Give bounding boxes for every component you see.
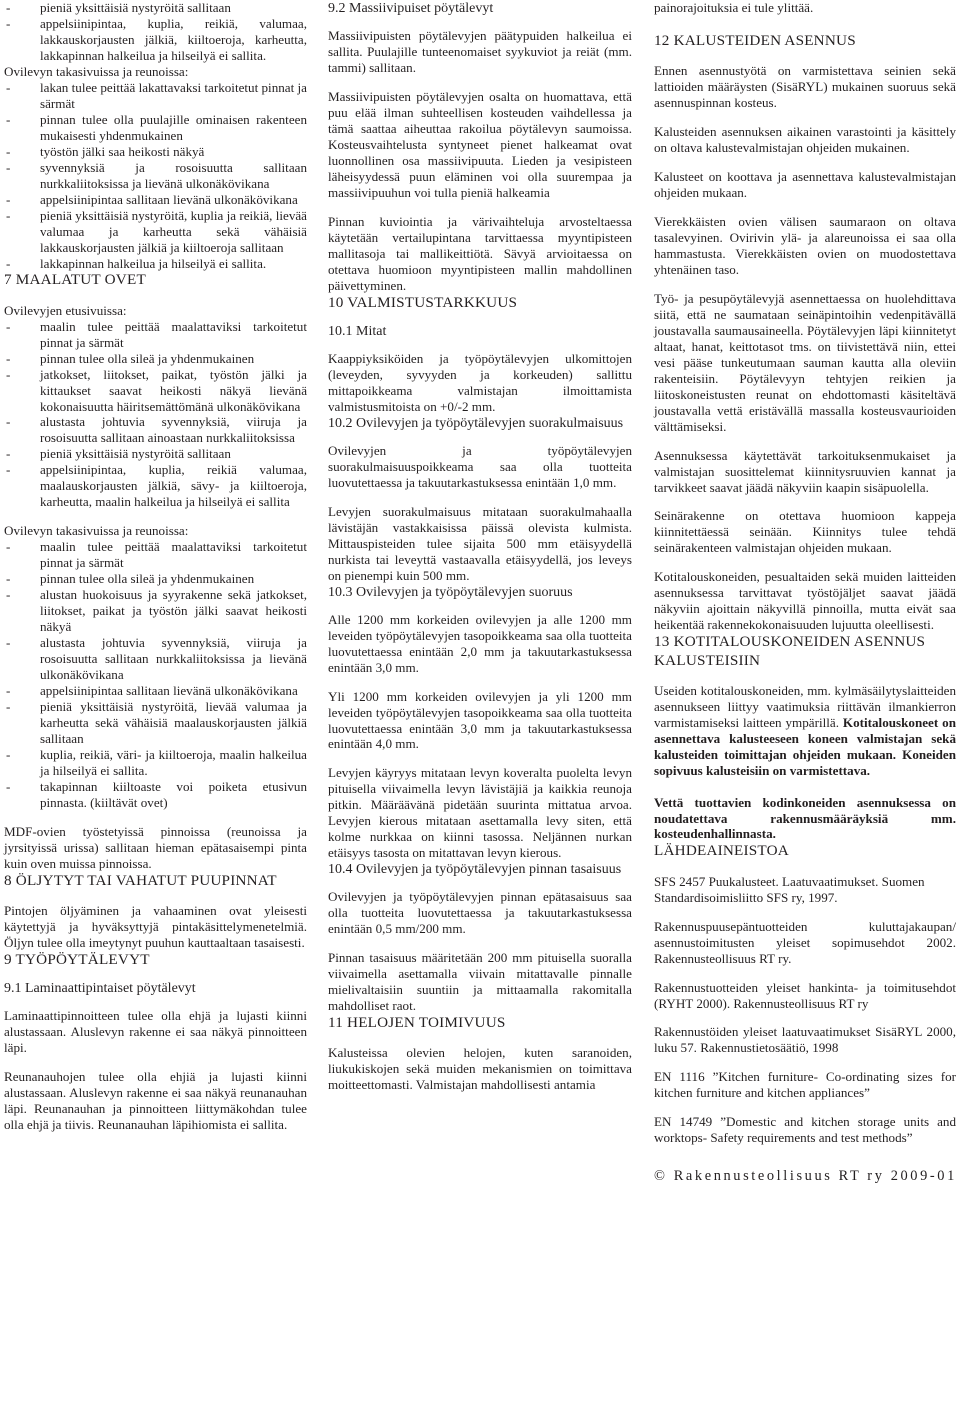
massive-paragraph-2: Massiivipuisten pöytälevyjen osalta on huomattava, että puu elää ilman suhteellisen kosteuden vaihdellessa ja tämä saattaa aiheuttaa rakoilua pöytälevyn saumoissa. Kosteusvaihtelusta syntyneet pienet halkeamat ovat luonnollinen osa massiivipuuta. Lieden ja vesipisteen läheisyydessä puun eläminen voi olla suurempaa ja massiivipuuhun voi tulla pieniä halkeamia	[328, 88, 632, 200]
installation-paragraph-2: Kalusteiden asennuksen aikainen varastointi ja käsittely on oltava kalustevalmistajan ohjeiden mukainen.	[654, 124, 956, 156]
list-item: - alustasta johtuvia syvennyksiä, viiruja ja rosoisuutta sallitaan nurkkaliitoksissa ja lievänä ulkonäkövikana	[4, 635, 307, 683]
laminate-paragraph-2: Reunanauhojen tulee olla ehjiä ja lujasti kiinni alustassaan. Aluslevyn rakenne ei saa näkyä reunanauhan läpi. Reunanauhan ja pinnoitteen liittymäkohdan tulee olla ehjä ja tiivis. Reunanauhan läpihiomista ei sallita.	[4, 1069, 307, 1132]
copyright-notice: © Rakennusteollisuus RT ry 2009-01	[654, 1168, 957, 1185]
straightness-paragraph-2: Yli 1200 mm korkeiden ovilevyjen ja yli 1200 mm leveiden työpöytälevyjen tasopoikkeama saa olla tuotteita luovutettaessa enintään 3,0 mm ja takuutarkastuksessa enintään 4,0 mm.	[328, 688, 632, 752]
list-item: - appelsiinipintaa, kuplia, reikiä, valumaa, lakkauskorjausten jälkiä, kiiltoeroja, karheutta, lakkapinnan halkeilua ja hilseilyä ei sallita.	[4, 16, 307, 64]
reference-item: EN 14749 ”Domestic and kitchen storage units and worktops- Safety requirements and test methods”	[654, 1114, 956, 1146]
section-heading-13: 13 KOTITALOUSKONEIDEN ASENNUS KALUSTEISIIN	[654, 633, 926, 669]
lacquer-back-intro: Ovilevyn takasivuissa ja reunoissa:	[4, 63, 189, 79]
column-2	[328, 0, 632, 1093]
list-item: - syvennyksiä ja rosoisuutta sallitaan nurkkaliitoksissa ja lievänä ulkonäkövikana	[4, 160, 307, 192]
column-1	[4, 0, 307, 1133]
list-item: - kuplia, reikiä, väri- ja kiiltoeroja, maalin halkeilua ja hilseilyä ei sallita.	[4, 747, 307, 779]
hinges-paragraph: Kalusteissa olevien helojen, kuten saranoiden, liukukiskojen sekä muiden mekanismien on toimittava moitteettomasti. Valmistajan mahdollisesti antamia	[328, 1045, 632, 1093]
paint-back-list	[4, 539, 307, 810]
list-item: - appelsiinipintaa, kuplia, reikiä valumaa, maalauskorjausten jälkiä, sävy- ja kiiltoeroja, karheutta, maalin halkeilua ja hilseilyä ei sallita	[4, 462, 307, 510]
list-item: - pieniä yksittäisiä nystyröitä sallitaan	[4, 446, 307, 462]
installation-paragraph-8: Kotitalouskoneiden, pesualtaiden sekä muiden laitteiden asennuksessa tarvittavat työstöjäljet saavat jäädä näkyviin ajoittain näkyvillä pinnoilla, mutta eivät saa heikentää rakennekokonaisuuden lujuutta oleellisesti.	[654, 569, 956, 633]
subsection-heading-10-1: 10.1 Mitat	[328, 323, 387, 339]
section-heading-11: 11 HELOJEN TOIMIVUUS	[328, 1014, 506, 1032]
list-item: - takapinnan kiiltoaste voi poiketa etusivun pinnasta. (kiiltävät ovet)	[4, 779, 307, 811]
list-item: - alustasta johtuvia syvennyksiä, viiruja ja rosoisuutta sallitaan ainoastaan nurkkaliitoksissa	[4, 414, 307, 446]
installation-paragraph-1: Ennen asennustyötä on varmistettava seinien sekä lattioiden määräysten (SisäRYL) mukainen suoruus sekä asennuspinnan kosteus.	[654, 63, 956, 111]
lacquer-front-list-tail	[4, 0, 307, 64]
list-item: - pieniä yksittäisiä nystyröitä, lievää valumaa ja karheutta sekä vähäisiä maalauskorjausten jälkiä sallitaan	[4, 699, 307, 747]
list-item: - maalin tulee peittää maalattaviksi tarkoitetut pinnat ja särmät	[4, 539, 307, 571]
squareness-paragraph-1: Ovilevyjen ja työpöytälevyjen suorakulmaisuuspoikkeama saa olla tuotteita luovutettaessa ja takuutarkastuksessa enintään 1,0 mm.	[328, 442, 632, 490]
installation-paragraph-6: Asennuksessa käytettävät tarkoituksenmukaiset ja valmistajan suosittelemat kiinnitysruuvien kannat ja tarvikkeet saavat jäädä näkyviin kaapin sisäpuolella.	[654, 447, 956, 495]
section-heading-10: 10 VALMISTUSTARKKUUS	[328, 293, 518, 311]
appliances-paragraph-1	[654, 683, 956, 779]
installation-paragraph-5: Työ- ja pesupöytälevyjä asennettaessa on huolehdittava siitä, että ne saumataan seinäpintoihin vedenpitävällä joustavalla saumausaineella. Pöytälevyjen läpi kiinnitetyt altaat, hanat, keittotasot tms. on tiivistettävä niin, ettei vesi pääse tunkeutumaan sauman kautta alla oleviin rakenteisiin. Pöytälevyyn tehtyjen reikien ja liitoskoneistusten reunat on ehdottomasti käsiteltävä joustavalla vettä eristävällä massalla kosteusvaurioiden välttämiseksi.	[654, 290, 956, 434]
section-heading-8: 8 ÖLJYTYT TAI VAHATUT PUUPINNAT	[4, 871, 277, 889]
appliances-paragraph-1-bold: Kotitalouskoneet on asennettava kalusteeseen koneen valmistajan sekä kalusteiden toimittajan ohjeiden mukaan. Koneiden sopivuus kalusteisiin on varmistettava.	[654, 714, 956, 778]
section-heading-7: 7 MAALATUT OVET	[4, 271, 146, 289]
lacquer-back-list	[4, 80, 307, 272]
list-item: - pinnan tulee olla sileä ja yhdenmukainen	[4, 571, 307, 587]
installation-paragraph-3: Kalusteet on koottava ja asennettava kalustevalmistajan ohjeiden mukaan.	[654, 169, 956, 201]
oil-paragraph: Pintojen öljyäminen ja vahaaminen ovat yleisesti käytettyjä ja hyväksyttyjä pintakäsittelymenetelmiä. Öljyn tulee olla imeytynyt puuhun kauttaaltaan tasaisesti.	[4, 902, 307, 950]
squareness-paragraph-2: Levyjen suorakulmaisuus mitataan suorakulmahaalla lävistäjän vastakkaisissa päissä olevista kulmista. Mittauspisteiden tulee sijaita 500 mm etäisyydellä nurkista tai leveyttä vastaavalla etäisyydellä, jos leveys on pienempi kuin 500 mm.	[328, 503, 632, 583]
subsection-heading-9-2: 9.2 Massiivipuiset pöytälevyt	[328, 1, 494, 16]
reference-item: Rakennustöiden yleiset laatuvaatimukset SisäRYL 2000, luku 57. Rakennustietosäätiö, 1998	[654, 1024, 956, 1056]
subsection-heading-10-4: 10.4 Ovilevyjen ja työpöytälevyjen pinnan tasaisuus	[328, 862, 622, 878]
dimensions-paragraph: Kaappiyksiköiden ja työpöytälevyjen ulkomittojen (leveyden, syvyyden ja korkeuden) sallittu mittapoikkeama valmistajan ilmoittamista valmistusmitoista on +0/-2 mm.	[328, 350, 632, 414]
paint-front-intro: Ovilevyjen etusivuissa:	[4, 302, 127, 318]
mdf-paragraph: MDF-ovien työstetyissä pinnoissa (reunoissa ja jyrsityissä urissa) sallitaan hieman epätasaisempi pinta kuin oven muissa pinnoissa.	[4, 823, 307, 871]
straightness-paragraph-1: Alle 1200 mm korkeiden ovilevyjen ja alle 1200 mm leveiden työpöytälevyjen tasopoikkeama saa olla tuotteita luovutettaessa enintään 2,0 mm ja takuutarkastuksessa enintään 3,0 mm.	[328, 611, 632, 675]
reference-item: Rakennuspuusepäntuotteiden kuluttajakaupan/ asennustoimitusten yleiset sopimusehdot 2002. Rakennusteollisuus RT ry.	[654, 918, 956, 966]
section-heading-9: 9 TYÖPÖYTÄLEVYT	[4, 950, 150, 968]
list-item: - pinnan tulee olla puulajille ominaisen rakenteen mukaisesti yhdenmukainen	[4, 112, 307, 144]
list-item: - lakkapinnan halkeilua ja hilseilyä ei sallita.	[4, 256, 307, 272]
continued-paragraph: painorajoituksia ei tule ylittää.	[654, 0, 814, 15]
list-item: - työstön jälki saa heikosti näkyä	[4, 144, 307, 160]
list-item: - appelsiinipintaa sallitaan lievänä ulkonäkövikana	[4, 683, 307, 699]
reference-item: EN 1116 ”Kitchen furniture- Co-ordinating sizes for kitchen furniture and kitchen appliances”	[654, 1069, 956, 1101]
appliances-paragraph-2: Vettä tuottavien kodinkoneiden asennuksessa on noudatettava rakennusmääräyksiä mm. kosteudenhallinnasta.	[654, 794, 956, 842]
subsection-heading-10-3: 10.3 Ovilevyjen ja työpöytälevyjen suoruus	[328, 584, 573, 600]
massive-paragraph-1: Massiivipuisten pöytälevyjen päätypuiden halkeilua ei sallita. Puulajille tunteenomaiset syykuviot ja reiät (mm. tammi) sallitaan.	[328, 28, 632, 76]
list-item: - maalin tulee peittää maalattaviksi tarkoitetut pinnat ja särmät	[4, 319, 307, 351]
paint-back-intro: Ovilevyn takasivuissa ja reunoissa:	[4, 523, 189, 539]
column-3	[654, 0, 956, 1186]
installation-paragraph-7: Seinärakenne on otettava huomioon kappeja kiinnitettäessä seinään. Kiinnitys tulee tehdä seinärakenteen valmistajan ohjeiden mukaan.	[654, 508, 956, 556]
appliances-paragraph-1-plain: Useiden kotitalouskoneiden, mm. kylmäsäilytyslaitteiden asennukseen liittyy vaatimuksia riittävän ilmankierron varmistamiseksi laitteen ympärillä.	[654, 682, 956, 730]
straightness-paragraph-3: Levyjen käyryys mitataan levyn koveralta puolelta levyn pituisella viivaimella levyn lävistäjiä ja kaikkia reunoja pitkin. Määräävänä pidetään suurinta mittatua arvoa. Levyjen kierous mitataan asettamalla levy siten, että kolme nurkkaa on kiinni tasossa. Neljännen nurkan etäisyys tasosta on mitattavan levyn kierous.	[328, 765, 632, 861]
flatness-paragraph-2: Pinnan tasaisuus määritetään 200 mm pituisella suoralla viivaimella asettamalla viivain mitattavalle pinnalle mielivaltaisiin suuntiin ja mittaamalla rakomitalla mahdolliset raot.	[328, 950, 632, 1014]
list-item: - pinnan tulee olla sileä ja yhdenmukainen	[4, 351, 307, 367]
list-item: - pieniä yksittäisiä nystyröitä sallitaan	[4, 0, 307, 16]
flatness-paragraph-1: Ovilevyjen ja työpöytälevyjen pinnan epätasaisuus saa olla tuotteita luovutettaessa ja takuutarkastuksessa enintään 0,5 mm/200 mm.	[328, 889, 632, 937]
subsection-heading-9-1: 9.1 Laminaattipintaiset pöytälevyt	[4, 981, 196, 997]
list-item: - lakan tulee peittää lakattavaksi tarkoitetut pinnat ja särmät	[4, 80, 307, 112]
references-heading: LÄHDEAINEISTOA	[654, 842, 789, 860]
list-item: - pieniä yksittäisiä nystyröitä, kuplia ja reikiä, lievää valumaa ja karheutta sekä vähäisiä lakkauskorjausten jälkiä ja kiiltoeroja sallitaan	[4, 208, 307, 256]
list-item: - alustan huokoisuus ja syyrakenne sekä jatkokset, liitokset, paikat ja työstön jälki saavat heikosti näkyä	[4, 587, 307, 635]
reference-item: SFS 2457 Puukalusteet. Laatuvaatimukset. Suomen Standardisoimisliitto SFS ry, 1997.	[654, 873, 925, 905]
massive-paragraph-3: Pinnan kuviointia ja värivaihteluja arvosteltaessa käytetään vertailupintana tarvittaessa myyntipisteen mallitasoja tai mallikeittiötä. Sävyä arvioitaessa on otettava huomioon myyntipisteen mallin mahdollinen päivettyminen.	[328, 213, 632, 293]
subsection-heading-10-2: 10.2 Ovilevyjen ja työpöytälevyjen suorakulmaisuus	[328, 415, 624, 431]
section-heading-12: 12 KALUSTEIDEN ASENNUS	[654, 31, 856, 49]
list-item: - jatkokset, liitokset, paikat, työstön jälki ja kittaukset saavat heikosti näkyä lievänä kokonaisuutta häiritsemättömänä ulkonäkövikana	[4, 367, 307, 415]
list-item: - appelsiinipintaa sallitaan lievänä ulkonäkövikana	[4, 192, 307, 208]
reference-item: Rakennustuotteiden yleiset hankinta- ja toimitusehdot (RYHT 2000). Rakennusteollisuus RT ry	[654, 979, 956, 1011]
laminate-paragraph-1: Laminaattipinnoitteen tulee olla ehjä ja lujasti kiinni alustassaan. Aluslevyn rakenne ei saa näkyä pinnoitteen läpi.	[4, 1008, 307, 1056]
paint-front-list	[4, 319, 307, 511]
installation-paragraph-4: Vierekkäisten ovien välisen saumaraon on oltava tasalevyinen. Ovirivin ylä- ja alareunoissa ei saa olla hammastusta. Vierekkäisten ovien on muodostettava yhtenäinen taso.	[654, 213, 956, 277]
